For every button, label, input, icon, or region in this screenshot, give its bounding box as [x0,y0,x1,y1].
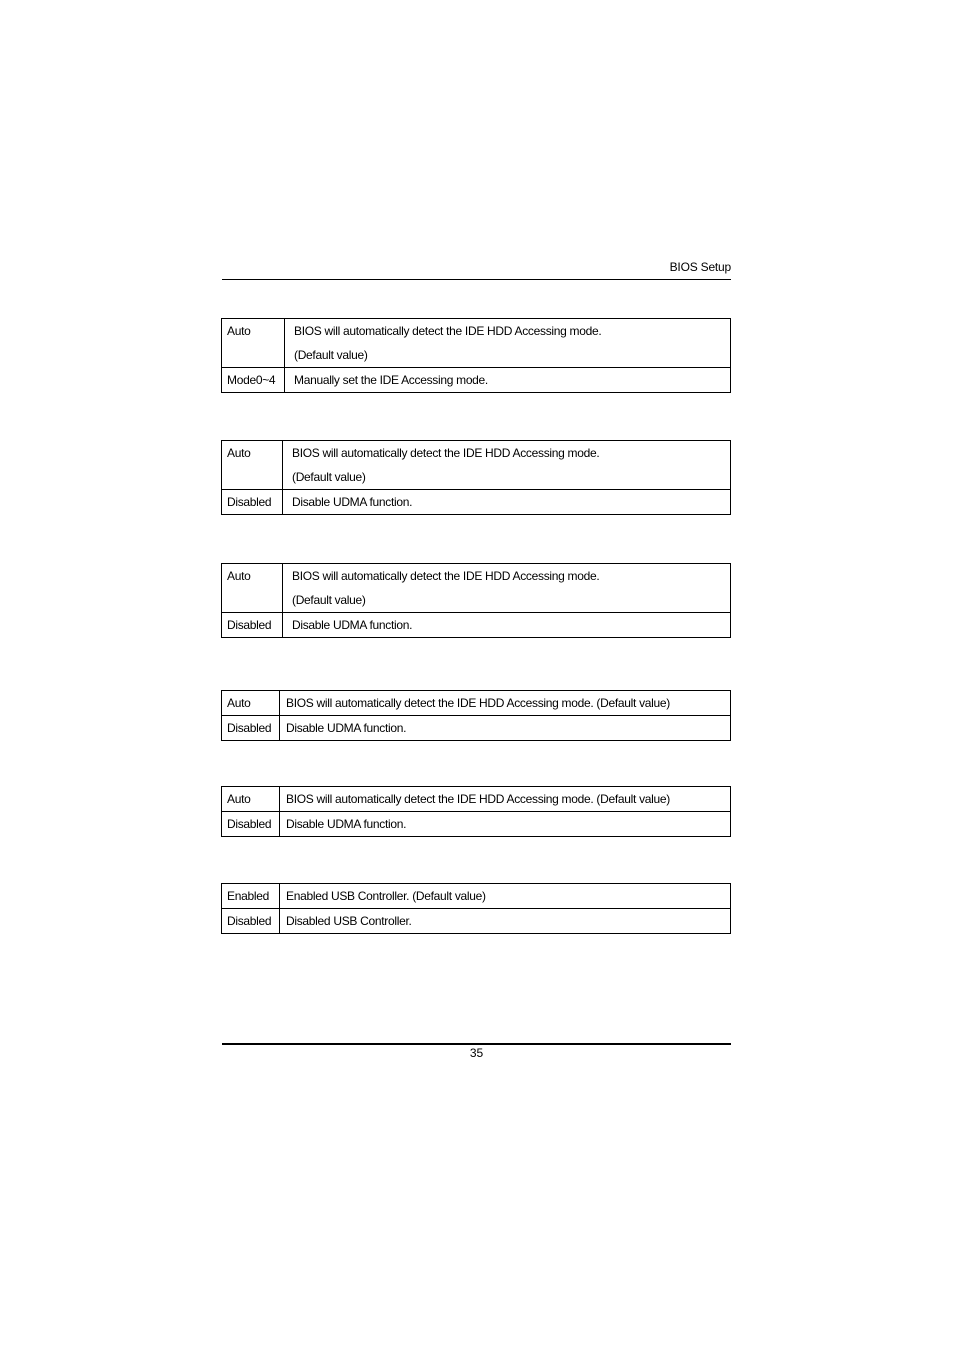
option-description [283,490,731,515]
description-line: BIOS will automatically detect the IDE HDD Accessing mode. (Default value) [286,792,670,806]
description-line: Manually set the IDE Accessing mode. [294,373,488,387]
option-value: Disabled [222,490,283,515]
options-table-4 [221,690,731,741]
options-table-1 [221,318,731,393]
table-row [222,564,731,613]
option-value: Disabled [222,812,280,837]
option-value: Auto [222,441,283,490]
option-description [280,812,731,837]
option-value: Auto [222,787,280,812]
description-line: Enabled USB Controller. (Default value) [286,889,486,903]
options-table-3 [221,563,731,638]
description-line: (Default value) [292,593,366,607]
options-table-2 [221,440,731,515]
table-row [222,691,731,716]
option-description [283,564,731,613]
option-description [280,909,731,934]
option-description [285,368,731,393]
description-line: Disabled USB Controller. [286,914,412,928]
option-description [283,441,731,490]
option-value: Mode0~4 [222,368,285,393]
description-line: BIOS will automatically detect the IDE HDD Accessing mode. [292,569,600,583]
table-row [222,613,731,638]
description-line: Disable UDMA function. [292,495,413,509]
header-divider [222,279,731,280]
description-line: Disable UDMA function. [286,721,407,735]
option-value: Disabled [222,909,280,934]
description-line: Disable UDMA function. [286,817,407,831]
table-row [222,441,731,490]
option-value: Auto [222,564,283,613]
table-row [222,368,731,393]
table-row [222,812,731,837]
option-value: Auto [222,691,280,716]
table-row [222,909,731,934]
option-description [285,319,731,368]
option-value: Disabled [222,613,283,638]
table-row [222,787,731,812]
table-row [222,716,731,741]
page-number: 35 [469,1046,484,1060]
option-value: Enabled [222,884,280,909]
options-table-6 [221,883,731,934]
table-row [222,884,731,909]
description-line: BIOS will automatically detect the IDE HDD Accessing mode. (Default value) [286,696,670,710]
description-line: Disable UDMA function. [292,618,413,632]
description-line: (Default value) [292,470,366,484]
option-description [280,787,731,812]
option-description [280,716,731,741]
options-table-5 [221,786,731,837]
description-line: BIOS will automatically detect the IDE HDD Accessing mode. [292,446,600,460]
table-row [222,319,731,368]
option-description [280,884,731,909]
option-description [283,613,731,638]
description-line: (Default value) [294,348,368,362]
page-header-title: BIOS Setup [669,260,731,274]
option-description [280,691,731,716]
table-row [222,490,731,515]
description-line: BIOS will automatically detect the IDE HDD Accessing mode. [294,324,602,338]
option-value: Disabled [222,716,280,741]
footer-divider [222,1043,731,1045]
option-value: Auto [222,319,285,368]
